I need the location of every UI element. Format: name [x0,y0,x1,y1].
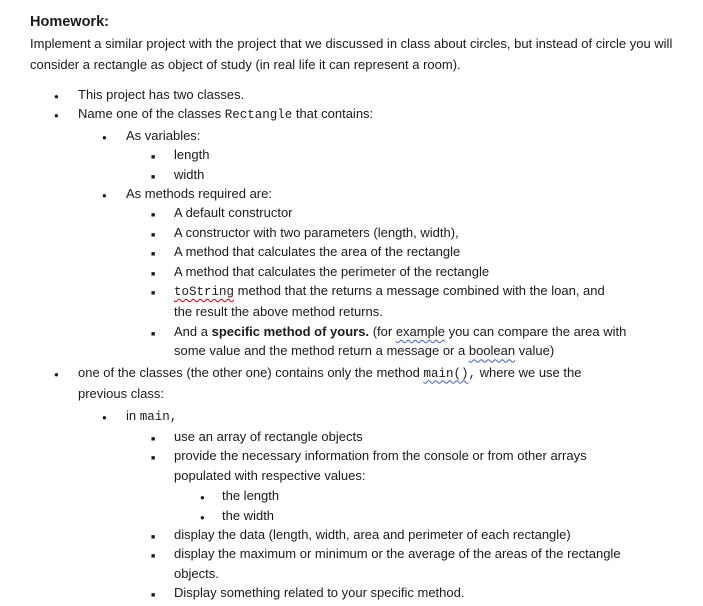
bullet-square-icon [151,281,155,303]
bullet-dot-icon [102,184,107,205]
homework-heading: Homework: [30,14,109,30]
list-item: ● Name one of the classes Rectangle that contains: [30,104,690,125]
list-item: ■ length [30,145,690,164]
list-item: ● the length [30,486,690,505]
bullet-dot-icon [54,363,59,384]
list-item: ■ provide the necessary information from the console or from other arrays [30,446,690,465]
list-item: ■ toString method that the returns a message combined with the loan, and [30,281,690,302]
list-item-continuation: the result the above method returns. [174,304,383,320]
bullet-dot-icon [54,104,59,125]
list-item: ■ A constructor with two parameters (length, width), [30,223,690,242]
list-item: ● in main, [30,406,690,427]
list-item: ● one of the classes (the other one) contains only the method main(), where we use the [30,363,690,384]
bullet-dot-icon [54,85,59,106]
code-tostring: toString [174,285,235,300]
bullet-dot-icon [102,126,107,147]
list-item: ● As methods required are: [30,184,690,203]
list-item: ■ A method that calculates the perimeter of the rectangle [30,262,690,281]
list-item-continuation: objects. [174,565,219,581]
list-item: ■ A method that calculates the area of the rectangle [30,242,690,261]
list-item-continuation: populated with respective values: [174,467,366,483]
bullet-dot-icon [200,486,205,507]
list-item: ■ And a specific method of yours. (for example you can compare the area with [30,322,690,341]
list-item-continuation: some value and the method return a message or a boolean value) [174,343,555,359]
list-item: ■ use an array of rectangle objects [30,427,690,446]
code-rectangle: Rectangle [224,108,293,123]
list-item: ■ Display something related to your specific method. [30,583,690,602]
code-main: main() [423,366,469,381]
bullet-dot-icon [102,406,107,427]
bullet-dot-icon [200,506,205,527]
list-item: ● As variables: [30,126,690,145]
list-item: ■ display the maximum or minimum or the average of the areas of the rectangle [30,544,690,563]
list-item: ● the width [30,506,690,525]
list-item: ■ width [30,165,690,184]
bullet-square-icon [151,583,155,605]
list-item: ● This project has two classes. [30,85,690,104]
document-body [30,12,690,603]
intro-paragraph: Implement a similar project with the project that we discussed in class about circles, but instead of circle you will consider a rectangle as object of study (in real life it can represent a room). [30,36,673,72]
code-main-label: main, [139,409,178,424]
list-item: ■ display the data (length, width, area and perimeter of each rectangle) [30,525,690,544]
list-item: ■ A default constructor [30,203,690,222]
list-item-continuation: previous class: [78,386,164,402]
